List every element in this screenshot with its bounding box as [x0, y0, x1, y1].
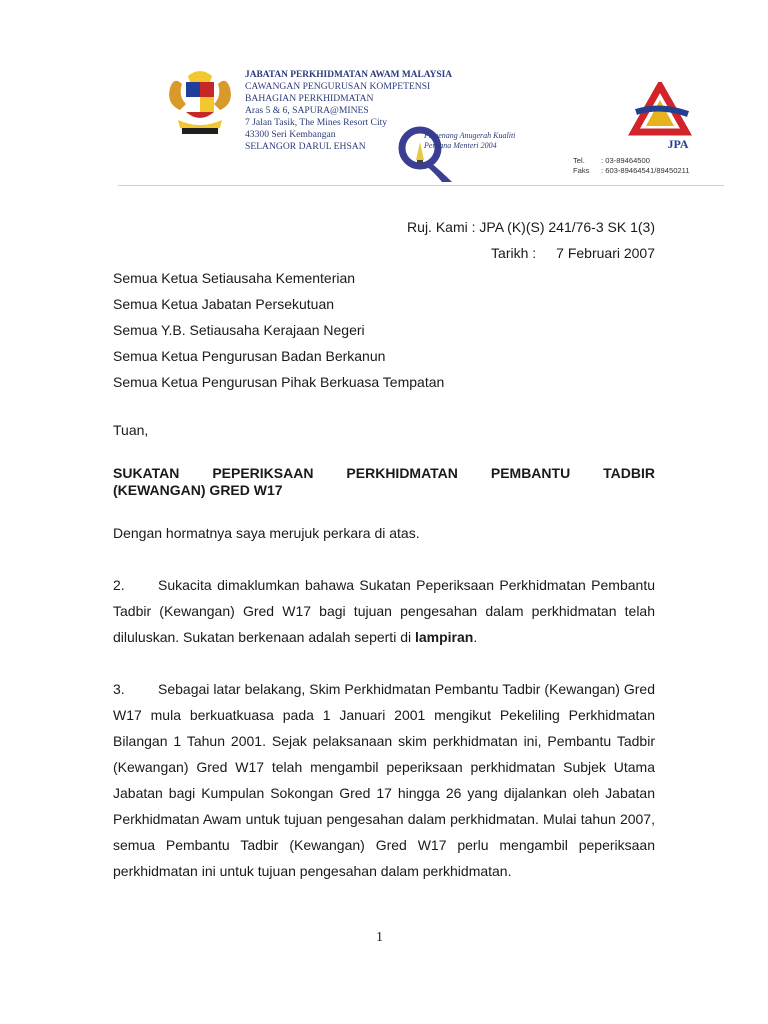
subject-line-2: (KEWANGAN) GRED W17	[113, 482, 283, 498]
paragraph-2-end: .	[473, 629, 478, 645]
jpa-logo-text: JPA	[667, 137, 689, 151]
tel-label: Tel.	[573, 156, 585, 165]
recipient-line: Semua Ketua Pengurusan Badan Berkanun	[113, 348, 386, 364]
fax-value: : 603-89464541/89450211	[601, 166, 690, 175]
date-label: Tarikh :	[491, 245, 537, 261]
letterhead	[118, 54, 724, 188]
tel-value: : 03-89464500	[601, 156, 650, 165]
recipient-list	[113, 265, 655, 395]
paragraph-2	[113, 572, 655, 650]
attachment-reference: lampiran	[414, 629, 474, 645]
fax-line	[573, 166, 690, 176]
section-name: BAHAGIAN PERKHIDMATAN	[245, 93, 374, 104]
paragraph-3	[113, 676, 655, 884]
paragraph-3-text	[113, 676, 655, 884]
award-caption	[424, 131, 515, 151]
page-number: 1	[376, 930, 383, 945]
address-line: SELANGOR DARUL EHSAN	[245, 141, 366, 152]
address-line: 43300 Seri Kembangan	[245, 129, 336, 140]
salutation: Tuan,	[113, 422, 149, 438]
paragraph-2-text	[113, 572, 655, 650]
subject-heading	[113, 465, 655, 499]
paragraph-number: 3.	[113, 681, 125, 697]
fax-label: Faks	[573, 166, 590, 175]
paragraph-3-body: Sebagai latar belakang, Skim Perkhidmatan Pembantu Tadbir (Kewangan) Gred W17 mula berkuatkuasa pada 1 Januari 2001 mengikut Pekeliling Perkhidmatan Bilangan 1 Tahun 2001. Sejak pelaksanaan skim perkhidmatan ini, Pembantu Tadbir (Kewangan) Gred W17 telah mengambil peperiksaan perkhidmatan Subjek Utama Jabatan bagi Kumpulan Sokongan Gred 17 hingga 26 yang dijalankan oleh Jabatan Perkhidmatan Awam untuk tujuan pengesahan dalam perkhidmatan. Mulai tahun 2007, semua Pembantu Tadbir (Kewangan) Gred W17 perlu mengambil peperiksaan perkhidmatan ini untuk tujuan pengesahan dalam perkhidmatan.	[113, 681, 655, 879]
paragraph-2-body: Sukacita dimaklumkan bahawa Sukatan Peperiksaan Perkhidmatan Pembantu Tadbir (Kewangan) Gred W17 bagi tujuan pengesahan dalam perkhidmatan telah diluluskan. Sukatan berkenaan adalah seperti di	[113, 577, 655, 645]
date-value: 7 Februari 2007	[556, 245, 655, 261]
address-line: 7 Jalan Tasik, The Mines Resort City	[245, 117, 388, 128]
paragraph-number: 2.	[113, 577, 125, 593]
contact-block	[573, 156, 690, 176]
tel-line	[573, 156, 690, 166]
recipient-line: Semua Ketua Jabatan Persekutuan	[113, 296, 335, 312]
malaysia-coat-of-arms-icon	[158, 62, 242, 146]
opening-sentence: Dengan hormatnya saya merujuk perkara di atas.	[113, 525, 420, 541]
organization-name: JABATAN PERKHIDMATAN AWAM MALAYSIA	[245, 70, 453, 80]
recipient-line: Semua Ketua Pengurusan Pihak Berkuasa Tempatan	[113, 374, 445, 390]
address-line: Aras 5 & 6, SAPURA@MINES	[245, 105, 369, 116]
recipient-line: Semua Ketua Setiausaha Kementerian	[113, 270, 356, 286]
reference-block	[407, 214, 655, 266]
letterhead-divider	[118, 185, 724, 186]
award-line: Pemenang Anugerah Kualiti	[424, 131, 516, 140]
subject-line-1: SUKATAN PEPERIKSAAN PERKHIDMATAN PEMBANTU TADBIR	[113, 465, 655, 481]
jpa-logo-icon	[624, 82, 702, 152]
recipient-line: Semua Y.B. Setiausaha Kerajaan Negeri	[113, 322, 365, 338]
division-name: CAWANGAN PENGURUSAN KOMPETENSI	[245, 81, 431, 92]
award-line: Perdana Menteri 2004	[424, 141, 497, 150]
reference-number: Ruj. Kami : JPA (K)(S) 241/76-3 SK 1(3)	[407, 219, 655, 235]
date-line	[407, 240, 655, 266]
